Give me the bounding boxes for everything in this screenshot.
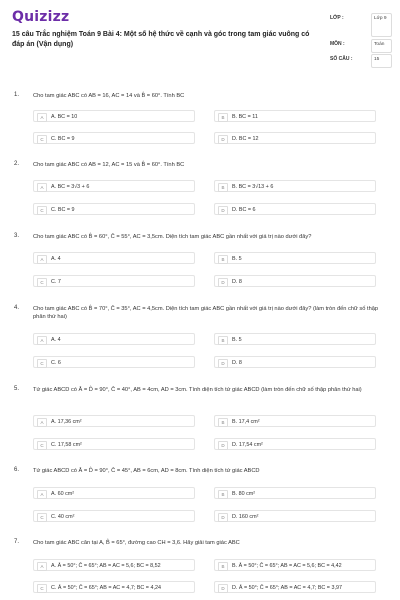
meta-subject-value: Toán <box>371 39 392 53</box>
option-b[interactable] <box>214 415 376 427</box>
option-letter-d: D <box>218 359 228 368</box>
question-text: Tứ giác ABCD có Â = D̂ = 90°, Ĉ = 45°, AB = 6cm, AD = 8cm. Tính diện tích tứ giác ABCD <box>33 468 260 474</box>
option-letter-c: C <box>37 584 47 593</box>
option-text: B. 5 <box>232 336 242 343</box>
option-letter-d: D <box>218 584 228 593</box>
option-letter-c: C <box>37 513 47 522</box>
option-letter-d: D <box>218 441 228 450</box>
option-b[interactable] <box>214 110 376 122</box>
option-text: D. Â = 50°; Ĉ = 65°; AB = AC = 4,7; BC = 3,97 <box>232 584 342 591</box>
option-text: C. Â = 50°; Ĉ = 65°; AB = AC = 4,7; BC = 4,24 <box>51 584 161 591</box>
meta-count-label: SỐ CÂU : <box>330 56 353 62</box>
option-a[interactable] <box>33 110 195 122</box>
meta-class-value: Lớp 9 <box>371 13 392 37</box>
option-text: A. BC = 10 <box>51 113 78 120</box>
option-d[interactable] <box>214 510 376 522</box>
option-letter-c: C <box>37 278 47 287</box>
option-c[interactable] <box>33 510 195 522</box>
option-c[interactable] <box>33 275 195 287</box>
option-letter-b: B <box>218 562 228 571</box>
option-text: C. 17,58 cm² <box>51 441 82 448</box>
option-c[interactable] <box>33 356 195 368</box>
option-letter-d: D <box>218 513 228 522</box>
option-text: C. 40 cm² <box>51 513 75 520</box>
worksheet-header <box>0 0 400 74</box>
option-letter-a: A <box>37 183 47 192</box>
option-d[interactable] <box>214 438 376 450</box>
option-letter-a: A <box>37 255 47 264</box>
meta-subject-row <box>330 39 392 53</box>
question-text: Cho tam giác ABC có AB = 12, AC = 15 và B̂ = 60°. Tính BC <box>33 162 185 168</box>
option-b[interactable] <box>214 333 376 345</box>
question-number: 7. <box>14 539 20 545</box>
option-letter-c: C <box>37 206 47 215</box>
option-text: A. 4 <box>51 336 61 343</box>
option-text: A. 17,36 cm² <box>51 418 82 425</box>
option-letter-b: B <box>218 490 228 499</box>
option-c[interactable] <box>33 203 195 215</box>
option-text: D. 8 <box>232 359 242 366</box>
option-text: D. 17,54 cm² <box>232 441 263 448</box>
option-text: B. 17,4 cm² <box>232 418 260 425</box>
option-text: A. Â = 50°; Ĉ = 65°; AB = AC = 5,6; BC = 8,52 <box>51 562 161 569</box>
option-c[interactable] <box>33 132 195 144</box>
option-c[interactable] <box>33 581 195 593</box>
option-d[interactable] <box>214 275 376 287</box>
option-d[interactable] <box>214 581 376 593</box>
question-text: Cho tam giác ABC cân tại A, B̂ = 65°, đường cao CH = 3,6. Hãy giải tam giác ABC <box>33 540 240 546</box>
option-letter-a: A <box>37 562 47 571</box>
question-text: Cho tam giác ABC có B̂ = 70°, Ĉ = 35°, AC = 4,5cm. Diện tích tam giác ABC gần nhất với giá trị nào dưới đây? (làm tròn đến chữ số thập phân thứ hai) <box>33 306 379 320</box>
meta-subject-label: MÔN : <box>330 41 345 47</box>
option-b[interactable] <box>214 487 376 499</box>
option-text: B. 5 <box>232 255 242 262</box>
worksheet-title: 15 câu Trắc nghiệm Toán 9 Bài 4: Một số hệ thức về cạnh và góc trong tam giác vuông có đáp án (Vận dụng) <box>12 31 310 48</box>
option-d[interactable] <box>214 203 376 215</box>
option-text: C. BC = 9 <box>51 135 75 142</box>
option-text: B. BC = 11 <box>232 113 258 120</box>
option-letter-b: B <box>218 183 228 192</box>
option-text: B. Â = 50°; Ĉ = 65°; AB = AC = 5,6; BC = 4,42 <box>232 562 342 569</box>
option-text: D. 160 cm² <box>232 513 259 520</box>
option-text: A. 60 cm² <box>51 490 75 497</box>
option-b[interactable] <box>214 180 376 192</box>
meta-count-row <box>330 54 392 68</box>
question-text: Tứ giác ABCD có Â = D̂ = 90°, Ĉ = 40°, AB = 4cm, AD = 3cm. Tính diện tích tứ giác ABCD (làm tròn đến chữ số thập phân thứ hai) <box>33 387 362 393</box>
option-a[interactable] <box>33 487 195 499</box>
option-text: D. 8 <box>232 278 242 285</box>
option-letter-c: C <box>37 135 47 144</box>
meta-count-value: 15 <box>371 54 392 68</box>
option-text: D. BC = 6 <box>232 206 256 213</box>
option-d[interactable] <box>214 132 376 144</box>
option-letter-b: B <box>218 255 228 264</box>
option-letter-d: D <box>218 278 228 287</box>
option-letter-b: B <box>218 113 228 122</box>
question-number: 5. <box>14 386 20 392</box>
option-text: C. 7 <box>51 278 61 285</box>
option-letter-d: D <box>218 135 228 144</box>
option-letter-a: A <box>37 418 47 427</box>
option-letter-d: D <box>218 206 228 215</box>
option-a[interactable] <box>33 415 195 427</box>
option-letter-c: C <box>37 359 47 368</box>
option-letter-a: A <box>37 113 47 122</box>
option-text: C. 6 <box>51 359 61 366</box>
option-text: A. 4 <box>51 255 61 262</box>
question-text: Cho tam giác ABC có B̂ = 60°, Ĉ = 55°, AC = 3,5cm. Diện tích tam giác ABC gần nhất với giá trị nào dưới đây? <box>33 234 312 240</box>
option-a[interactable] <box>33 333 195 345</box>
option-b[interactable] <box>214 252 376 264</box>
meta-class-label: LỚP : <box>330 15 344 21</box>
option-letter-c: C <box>37 441 47 450</box>
option-a[interactable] <box>33 559 195 571</box>
option-text: B. 80 cm² <box>232 490 256 497</box>
option-a[interactable] <box>33 252 195 264</box>
option-b[interactable] <box>214 559 376 571</box>
worksheet-meta <box>330 13 392 68</box>
option-letter-b: B <box>218 336 228 345</box>
question-number: 1. <box>14 92 20 98</box>
option-text: D. BC = 12 <box>232 135 259 142</box>
option-a[interactable] <box>33 180 195 192</box>
option-d[interactable] <box>214 356 376 368</box>
question-number: 4. <box>14 305 20 311</box>
option-text: A. BC = 3√3 + 6 <box>51 183 90 190</box>
option-letter-a: A <box>37 336 47 345</box>
question-number: 2. <box>14 161 20 167</box>
question-number: 6. <box>14 467 20 473</box>
option-c[interactable] <box>33 438 195 450</box>
option-letter-b: B <box>218 418 228 427</box>
question-text: Cho tam giác ABC có AB = 16, AC = 14 và B̂ = 60°. Tính BC <box>33 93 185 99</box>
meta-class-row <box>330 13 392 37</box>
option-text: B. BC = 3√13 + 6 <box>232 183 274 190</box>
option-letter-a: A <box>37 490 47 499</box>
question-number: 3. <box>14 233 20 239</box>
option-text: C. BC = 9 <box>51 206 75 213</box>
quizizz-logo[interactable]: Quizizz <box>12 9 70 25</box>
